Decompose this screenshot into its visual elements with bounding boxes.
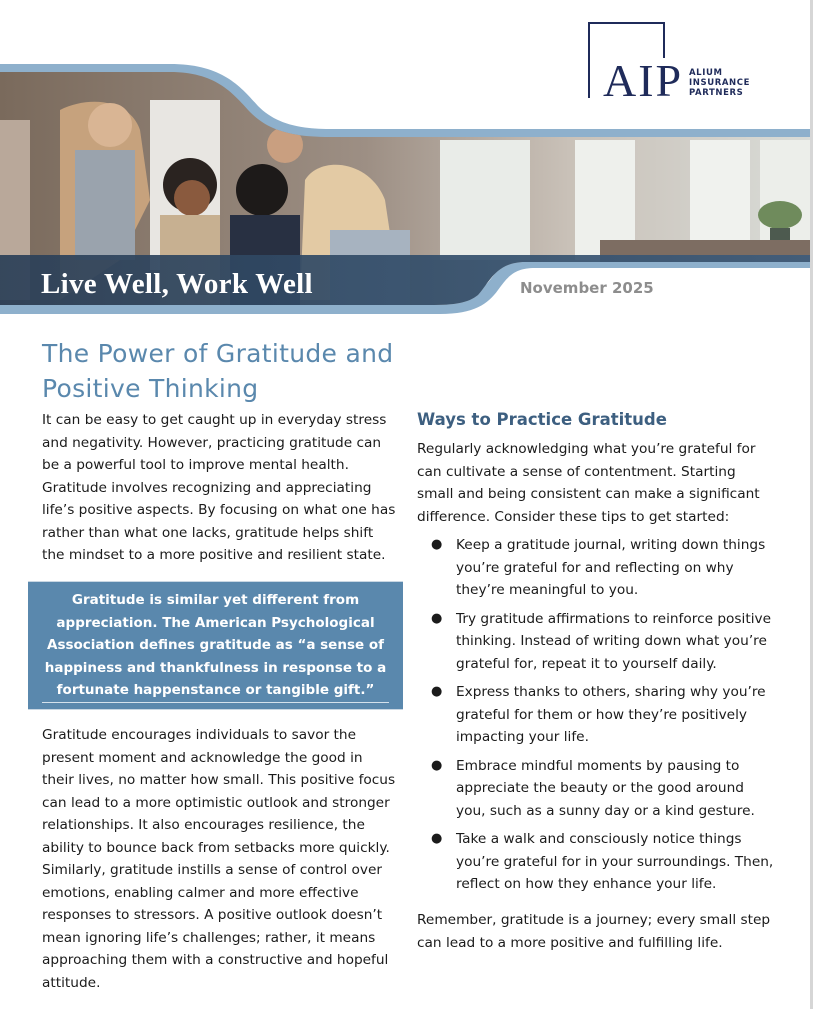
- list-item: [417, 681, 777, 749]
- callout-divider: [42, 702, 389, 703]
- tip-text: Embrace mindful moments by pausing to appreciate the beauty or the good around you, such as a sunny day or a kind gesture.: [456, 757, 755, 819]
- tip-text: Keep a gratitude journal, writing down things you’re grateful for and reflecting on why they’re meaningful to you.: [456, 537, 766, 598]
- logo-word: ALIUM: [689, 68, 723, 78]
- issue-date: November 2025: [520, 279, 654, 297]
- bullet-icon: ●: [431, 757, 443, 773]
- aip-logo: [588, 22, 768, 106]
- newsletter-title: Live Well, Work Well: [41, 268, 313, 300]
- logo-wordmark: [689, 68, 750, 98]
- ways-intro: Regularly acknowledging what you’re grateful for can cultivate a sense of contentment. Starting small and being consistent can make a significant difference. Consider these tips to get started:: [417, 441, 760, 525]
- intro-paragraph: It can be easy to get caught up in everyday stress and negativity. However, practicing gratitude can be a powerful tool to improve mental health. Gratitude involves recognizing and appreciating life’s positive aspects. By focusing on what one has rather than what one lacks, gratitude helps shift the mindset to a more positive and resilient state.: [42, 412, 396, 563]
- tip-text: Try gratitude affirmations to reinforce positive thinking. Instead of writing down what you’re grateful for, repeat it to yourself daily.: [456, 610, 772, 672]
- article-title: The Power of Gratitude and Positive Thinking: [42, 339, 394, 403]
- quote-callout: [28, 581, 403, 710]
- bullet-icon: ●: [431, 831, 443, 846]
- list-item: [417, 755, 777, 823]
- bullet-icon: ●: [431, 684, 443, 699]
- benefits-paragraph: Gratitude encourages individuals to savor the present moment and acknowledge the good in their lives, no matter how small. This positive focus can lead to a more optimistic outlook and stronger relationships. It also encourages resilience, the ability to bounce back from setbacks more quickly. Similarly, gratitude instills a sense of control over emotions, enabling calmer and more effective responses to stressors. A positive outlook doesn’t mean ignoring life’s challenges; rather, it means approaching them with a constructive and hopeful attitude.: [42, 727, 396, 991]
- logo-word: PARTNERS: [689, 88, 744, 98]
- tip-text: Take a walk and consciously notice things you’re grateful for in your surroundings. Then, reflect on how they enhance your life.: [456, 831, 774, 892]
- list-item: [417, 828, 777, 896]
- bullet-icon: ●: [431, 537, 443, 552]
- tips-list: [417, 534, 777, 902]
- list-item: [417, 608, 777, 676]
- tip-text: Express thanks to others, sharing why you’re grateful for them or how they’re positively impacting your life.: [456, 684, 766, 745]
- bullet-icon: ●: [431, 610, 443, 626]
- ways-heading: Ways to Practice Gratitude: [417, 410, 667, 429]
- callout-text: Gratitude is similar yet different from appreciation. The American Psychological Association defines gratitude as “a sense of happiness and thankfulness in response to a fortunate happenstance or tangible gift.”: [44, 592, 387, 698]
- logo-mark: AIP: [600, 58, 686, 104]
- logo-word: INSURANCE: [689, 78, 750, 88]
- list-item: [417, 534, 777, 602]
- closing-paragraph: Remember, gratitude is a journey; every small step can lead to a more positive and fulfilling life.: [417, 912, 771, 951]
